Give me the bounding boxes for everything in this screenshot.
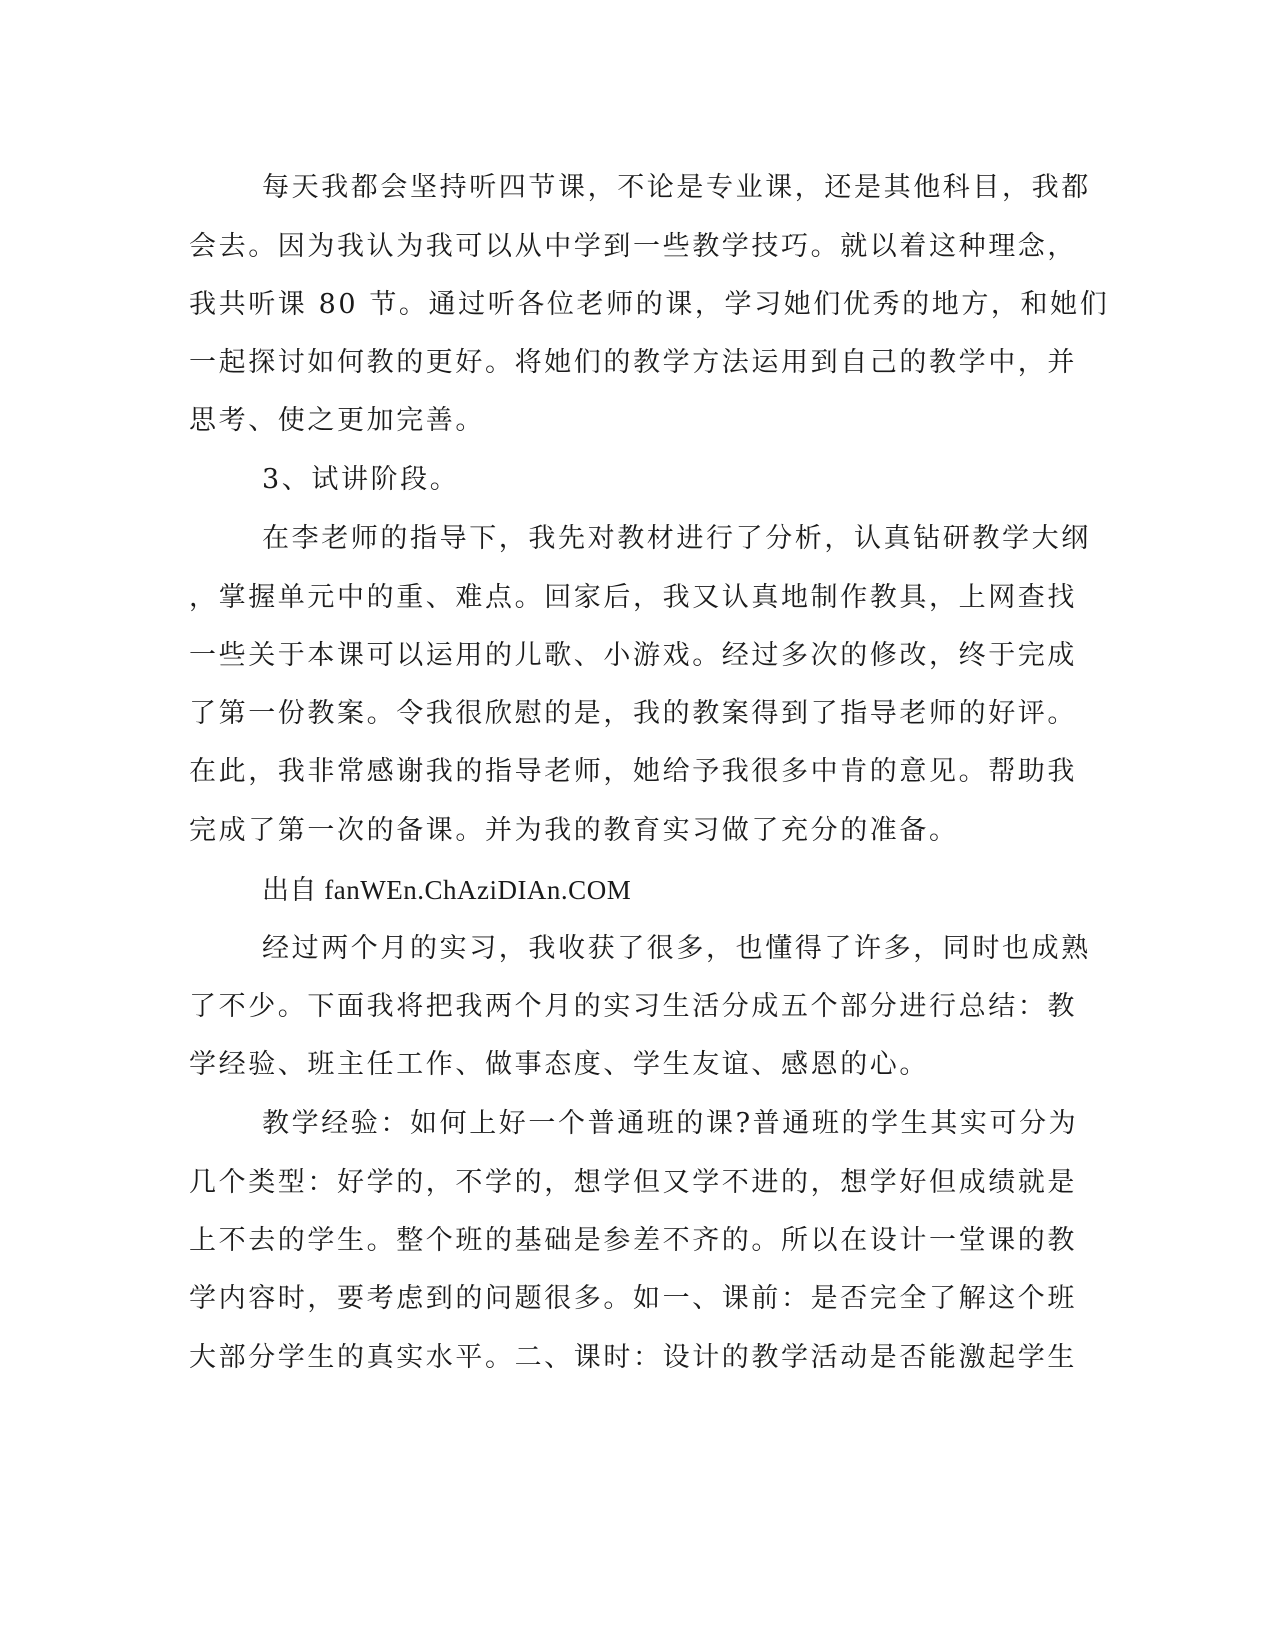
text-line: 几个类型：好学的，不学的，想学但又学不进的，想学好但成绩就是	[189, 1167, 1077, 1198]
text-line: 一些关于本课可以运用的儿歌、小游戏。经过多次的修改，终于完成	[189, 640, 1077, 671]
text-line: 每天我都会坚持听四节课，不论是专业课，还是其他科目，我都	[262, 172, 1091, 203]
text-line: 学内容时，要考虑到的问题很多。如一、课前：是否完全了解这个班	[189, 1283, 1077, 1314]
text-line: ，掌握单元中的重、难点。回家后，我又认真地制作教具，上网查找	[189, 582, 1077, 613]
text-line: 思考、使之更加完善。	[189, 405, 485, 436]
text-line: 在此，我非常感谢我的指导老师，她给予我很多中肯的意见。帮助我	[189, 756, 1077, 787]
text-line: 会去。因为我认为我可以从中学到一些教学技巧。就以着这种理念，	[189, 231, 1077, 262]
text-line: 大部分学生的真实水平。二、课时：设计的教学活动是否能激起学生	[189, 1342, 1077, 1373]
text-line: 了第一份教案。令我很欣慰的是，我的教案得到了指导老师的好评。	[189, 698, 1077, 729]
text-line: 教学经验：如何上好一个普通班的课?普通班的学生其实可分为	[262, 1108, 1079, 1139]
text-line: 学经验、班主任工作、做事态度、学生友谊、感恩的心。	[189, 1049, 929, 1080]
text-line: 我共听课 80 节。通过听各位老师的课，学习她们优秀的地方，和她们	[189, 289, 1110, 320]
text-line: 了不少。下面我将把我两个月的实习生活分成五个部分进行总结：教	[189, 991, 1077, 1022]
text-line: 一起探讨如何教的更好。将她们的教学方法运用到自己的教学中，并	[189, 347, 1077, 378]
text-line: 完成了第一次的备课。并为我的教育实习做了充分的准备。	[189, 815, 959, 846]
source-note: 出自 fanWEn.ChAziDIAn.COM	[262, 875, 632, 905]
section-heading: 3、试讲阶段。	[262, 464, 460, 495]
text-line: 经过两个月的实习，我收获了很多，也懂得了许多，同时也成熟	[262, 933, 1091, 964]
text-line: 在李老师的指导下，我先对教材进行了分析，认真钻研教学大纲	[262, 523, 1091, 554]
text-line: 上不去的学生。整个班的基础是参差不齐的。所以在设计一堂课的教	[189, 1225, 1077, 1256]
